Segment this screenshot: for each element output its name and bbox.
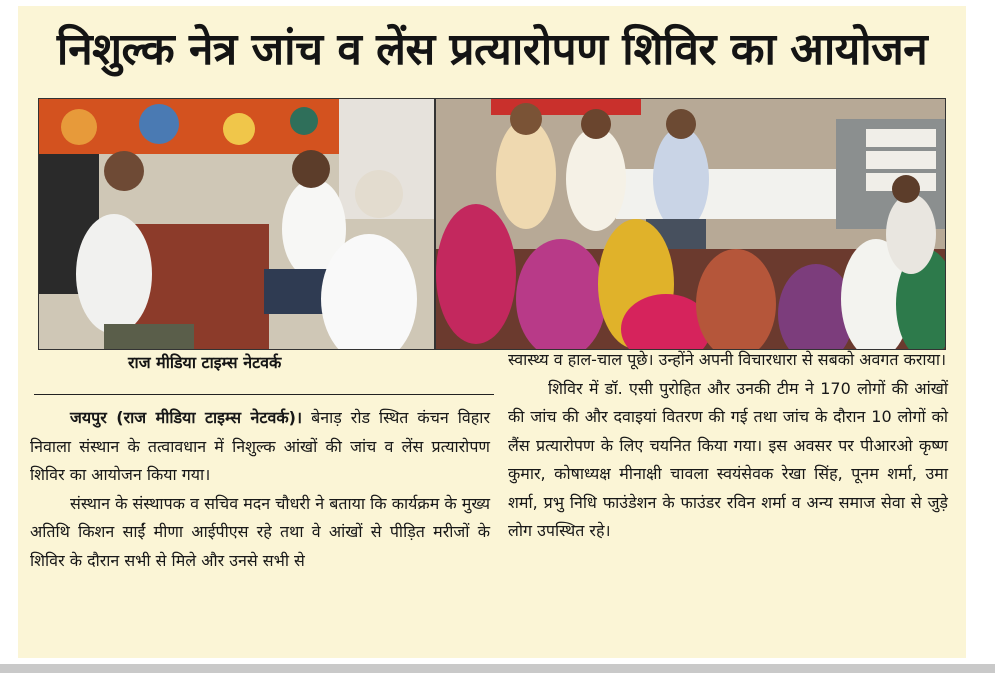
dateline: जयपुर (राज मीडिया टाइम्स नेटवर्क)। <box>70 408 303 427</box>
photo-credit: राज मीडिया टाइम्स नेटवर्क <box>128 353 282 372</box>
divider <box>34 394 494 395</box>
paragraph-2-continued: स्वास्थ्य व हाल-चाल पूछे। उन्होंने अपनी विचारधारा से सबको अवगत कराया। <box>508 350 947 369</box>
newspaper-clipping <box>18 6 966 658</box>
headline: निशुल्क नेत्र जांच व लेंस प्रत्यारोपण शिविर का आयोजन <box>56 24 928 75</box>
paragraph-3: शिविर में डॉ. एसी पुरोहित और उनकी टीम ने 170 लोगों की आंखों की जांच की और दवाइयां वितरण की गई तथा जांच के दौरान 10 लोगों को लैंस प्रत्यारोपण के लिए चयनित किया गया। इस अवसर पर पीआरओ कृष्ण कुमार, कोषाध्यक्ष मीनाक्षी चावला स्वयंसेवक रेखा सिंह, पूनम शर्मा, उमा शर्मा, प्रभु निधि फाउंडेशन के फाउंडर रविन शर्मा व अन्य समाज सेवा से जुड़े लोग उपस्थित रहे। <box>508 378 948 540</box>
article-column-left <box>30 404 490 575</box>
paragraph-2: संस्थान के संस्थापक व सचिव मदन चौधरी ने बताया कि कार्यक्रम के मुख्य अतिथि किशन साईं मीणा आईपीएस रहे तथा वे आंखों से पीड़ित मरीजों के शिविर के दौरान सभी से मिले और उनसे सभी से <box>30 493 490 570</box>
camp-crowd-photo <box>435 98 946 350</box>
bottom-border <box>0 664 995 673</box>
article-column-right <box>508 346 948 546</box>
paragraph-1: बेनाड़ रोड स्थित कंचन विहार निवाला संस्थान के तत्वावधान में निशुल्क आंखों की जांच व लेंस प्रत्यारोपण शिविर का आयोजन किया गया। <box>30 408 490 484</box>
eye-checkup-photo <box>38 98 435 350</box>
